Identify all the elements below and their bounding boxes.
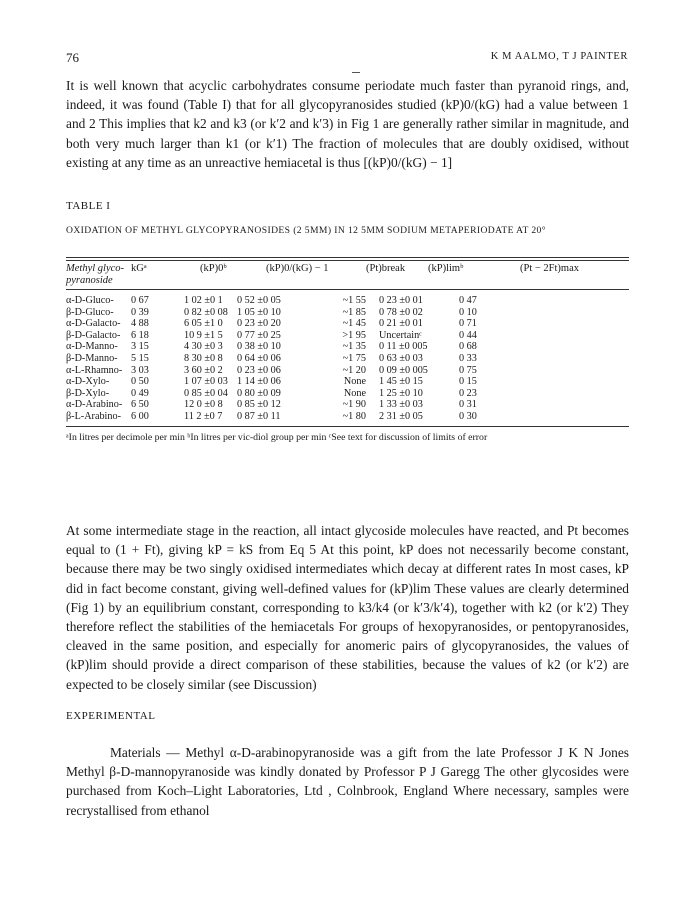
- table-cell: 0 21 ±0 01: [379, 318, 423, 330]
- table-row: [66, 388, 629, 400]
- intro-paragraph: It is well known that acyclic carbohydrates consume periodate much faster than pyranoid rings, and, indeed, it was found (Table I) that for all glycopyranosides studied (kP)0/(kG) had a value between 1 and 2 This implies that k2 and k3 (or k′2 and k′3) in Fig 1 are generally rather similar in magnitude, and both very much larger than k1 (or k′1) The fraction of molecules that are doubly oxidised, without existing at any time as an unreactive hemiacetal is thus [(kP)0/(kG) − 1]: [66, 78, 629, 170]
- table-cell: 2 31 ±0 05: [379, 410, 423, 422]
- table-cell: 6 18: [131, 329, 149, 341]
- table-cell: 1 02 ±0 1: [184, 295, 223, 306]
- table-cell: None: [343, 387, 366, 399]
- table-row: [66, 353, 629, 365]
- table-row: [66, 376, 629, 388]
- table-cell: 1 07 ±0 03: [184, 376, 228, 388]
- table-cell: 0 15: [459, 376, 477, 388]
- table-top-rule: [66, 257, 629, 258]
- table-cell: 0 09 ±0 005: [379, 364, 428, 376]
- table-cell: 0 64 ±0 06: [237, 352, 281, 364]
- table-row: [66, 365, 629, 377]
- table-header-rule: [66, 289, 629, 290]
- table-cell: 0 23 ±0 01: [379, 295, 423, 306]
- table-cell: 0 63 ±0 03: [379, 352, 423, 364]
- table-header-kg: kGᵃ: [131, 263, 147, 274]
- table-cell: 0 23 ±0 06: [237, 364, 281, 376]
- table-cell: 0 87 ±0 11: [237, 410, 281, 422]
- table-row: [66, 295, 629, 307]
- table-cell: 4 30 ±0 3: [184, 341, 223, 353]
- table-footnote: ᵃIn litres per decimole per min ᵇIn litres per vic-diol group per min ᶜSee text for discussion of limits of error: [66, 432, 488, 443]
- table-cell: 3 60 ±0 2: [184, 364, 223, 376]
- table-cell: Uncertainᶜ: [379, 329, 422, 341]
- table-cell: 0 33: [459, 352, 477, 364]
- table-cell: 1 25 ±0 10: [379, 387, 423, 399]
- table-cell: 0 68: [459, 341, 477, 353]
- table-cell: 1 05 ±0 10: [237, 306, 281, 318]
- table-row: [66, 318, 629, 330]
- table-cell: β-D-Xylo-: [66, 387, 110, 399]
- table-row: [66, 330, 629, 342]
- table-cell: 8 30 ±0 8: [184, 352, 223, 364]
- table-cell: 1 33 ±0 03: [379, 399, 423, 411]
- body-paragraph: At some intermediate stage in the reaction, all intact glycoside molecules have reacted, and Pt becomes equal to (1 + Ft), giving kP = kS from Eq 5 At this point, kP does not necessarily become constant, because there may be two singly oxidised intermediates which decay at different rates In most cases, kP did in fact become constant, giving well-defined values for (kP)lim These values are clearly determined (Fig 1) by an equilibrium constant, corresponding to k3/k4 (or k′3/k′4), together with k2 (or k′2) They therefore reflect the stabilities of the hemiacetals For groups of hexopyranosides, or pentopyranosides, cleaved in the same position, and especially for anomeric pairs of glycopyranosides, the values of (kP)lim should provide a direct comparison of these stabilities, because the values of k2 (or k′2) are expected to be closely similar (see Discussion): [66, 523, 629, 692]
- table-label: TABLE I: [66, 200, 111, 212]
- table-cell: None: [343, 376, 366, 388]
- table-cell: 0 85 ±0 12: [237, 399, 281, 411]
- table-cell: 3 15: [131, 341, 149, 353]
- table-cell: α-L-Rhamno-: [66, 364, 123, 376]
- table-cell: 1 14 ±0 06: [237, 376, 281, 388]
- table-body: [66, 295, 629, 423]
- table-cell: 5 15: [131, 352, 149, 364]
- table-header-glycoside: [66, 263, 124, 287]
- table-caption: OXIDATION OF METHYL GLYCOPYRANOSIDES (2 5MM) IN 12 5MM SODIUM METAPERIODATE AT 20°: [66, 225, 546, 236]
- table-header-pt-max: (Pt − 2Ft)max: [520, 263, 580, 274]
- table-cell: 0 47: [459, 295, 477, 306]
- table-header-ratio: (kP)0/(kG) − 1: [266, 263, 329, 274]
- table-cell: 0 71: [459, 318, 477, 330]
- page-number: 76: [66, 50, 79, 65]
- table-row: [66, 411, 629, 423]
- running-header: [66, 50, 628, 66]
- running-authors: K M AALMO, T J PAINTER: [490, 51, 628, 62]
- table-row: [66, 307, 629, 319]
- table-row: [66, 341, 629, 353]
- table-cell: 0 31: [459, 399, 477, 411]
- table-cell: 0 80 ±0 09: [237, 387, 281, 399]
- table-cell: α-D-Xylo-: [66, 376, 110, 388]
- table-cell: 0 10: [459, 306, 477, 318]
- table-cell: ~1 75: [342, 352, 366, 364]
- section-heading: EXPERIMENTAL: [66, 710, 156, 722]
- header-text: Methyl glyco-: [66, 263, 125, 274]
- table-cell: 12 0 ±0 8: [184, 399, 223, 411]
- table-cell: 0 77 ±0 25: [237, 329, 281, 341]
- table-cell: 4 88: [131, 318, 149, 330]
- table-cell: 1 45 ±0 15: [379, 376, 423, 388]
- table-cell: 0 82 ±0 08: [184, 306, 228, 318]
- header-text: pyranoside: [66, 275, 113, 286]
- table-bottom-rule: [66, 426, 629, 427]
- materials-paragraph: Materials — Methyl α-D-arabinopyranoside was a gift from the late Professor J K N Jones Methyl β-D-mannopyranoside was kindly donated by Professor P J Garegg The other glycosides were purchased from Koch–Light Laboratories, Ltd , Colnbrook, England Where necessary, samples were recrystallised from ethanol: [66, 745, 629, 818]
- table-cell: ~1 45: [342, 318, 366, 330]
- table-cell: 0 39: [131, 306, 149, 318]
- table-cell: β-D-Manno-: [66, 352, 118, 364]
- table-cell: 0 23 ±0 20: [237, 318, 281, 330]
- table-cell: 0 75: [459, 364, 477, 376]
- table-header-pt-break: (Pt)break: [366, 263, 406, 274]
- table-cell: 0 11 ±0 005: [379, 341, 428, 353]
- table-cell: 3 03: [131, 364, 149, 376]
- table-cell: α-D-Manno-: [66, 341, 118, 353]
- table-cell: 10 9 ±1 5: [184, 329, 223, 341]
- table-cell: 6 50: [131, 399, 149, 411]
- table-cell: α-D-Gluco-: [66, 295, 114, 306]
- table-cell: 0 67: [131, 295, 149, 306]
- table-cell: β-D-Galacto-: [66, 329, 121, 341]
- table-cell: α-D-Arabino-: [66, 399, 123, 411]
- table-cell: β-L-Arabino-: [66, 410, 121, 422]
- table-cell: 0 23: [459, 387, 477, 399]
- table-cell: 0 49: [131, 387, 149, 399]
- table-row: [66, 399, 629, 411]
- table-cell: ~1 20: [342, 364, 366, 376]
- table-cell: >1 95: [342, 329, 366, 341]
- table-cell: 6 00: [131, 410, 149, 422]
- table-cell: 0 44: [459, 329, 477, 341]
- table-cell: 6 05 ±1 0: [184, 318, 223, 330]
- table-cell: 0 38 ±0 10: [237, 341, 281, 353]
- table-header-kp-lim: (kP)limᵇ: [428, 263, 464, 274]
- stray-mark: [352, 72, 360, 73]
- table-cell: 0 85 ±0 04: [184, 387, 228, 399]
- table-cell: 0 52 ±0 05: [237, 295, 281, 306]
- table-cell: ~1 80: [342, 410, 366, 422]
- table-cell: 0 50: [131, 376, 149, 388]
- table-cell: ~1 55: [342, 295, 366, 306]
- table-cell: β-D-Gluco-: [66, 306, 114, 318]
- table-cell: α-D-Galacto-: [66, 318, 121, 330]
- table-cell: 0 30: [459, 410, 477, 422]
- table-cell: ~1 35: [342, 341, 366, 353]
- table-cell: ~1 90: [342, 399, 366, 411]
- table-header-kp0: (kP)0ᵇ: [200, 263, 227, 274]
- table-cell: 0 78 ±0 02: [379, 306, 423, 318]
- table-cell: 11 2 ±0 7: [184, 410, 223, 422]
- table-top-rule-2: [66, 260, 629, 261]
- table-cell: ~1 85: [342, 306, 366, 318]
